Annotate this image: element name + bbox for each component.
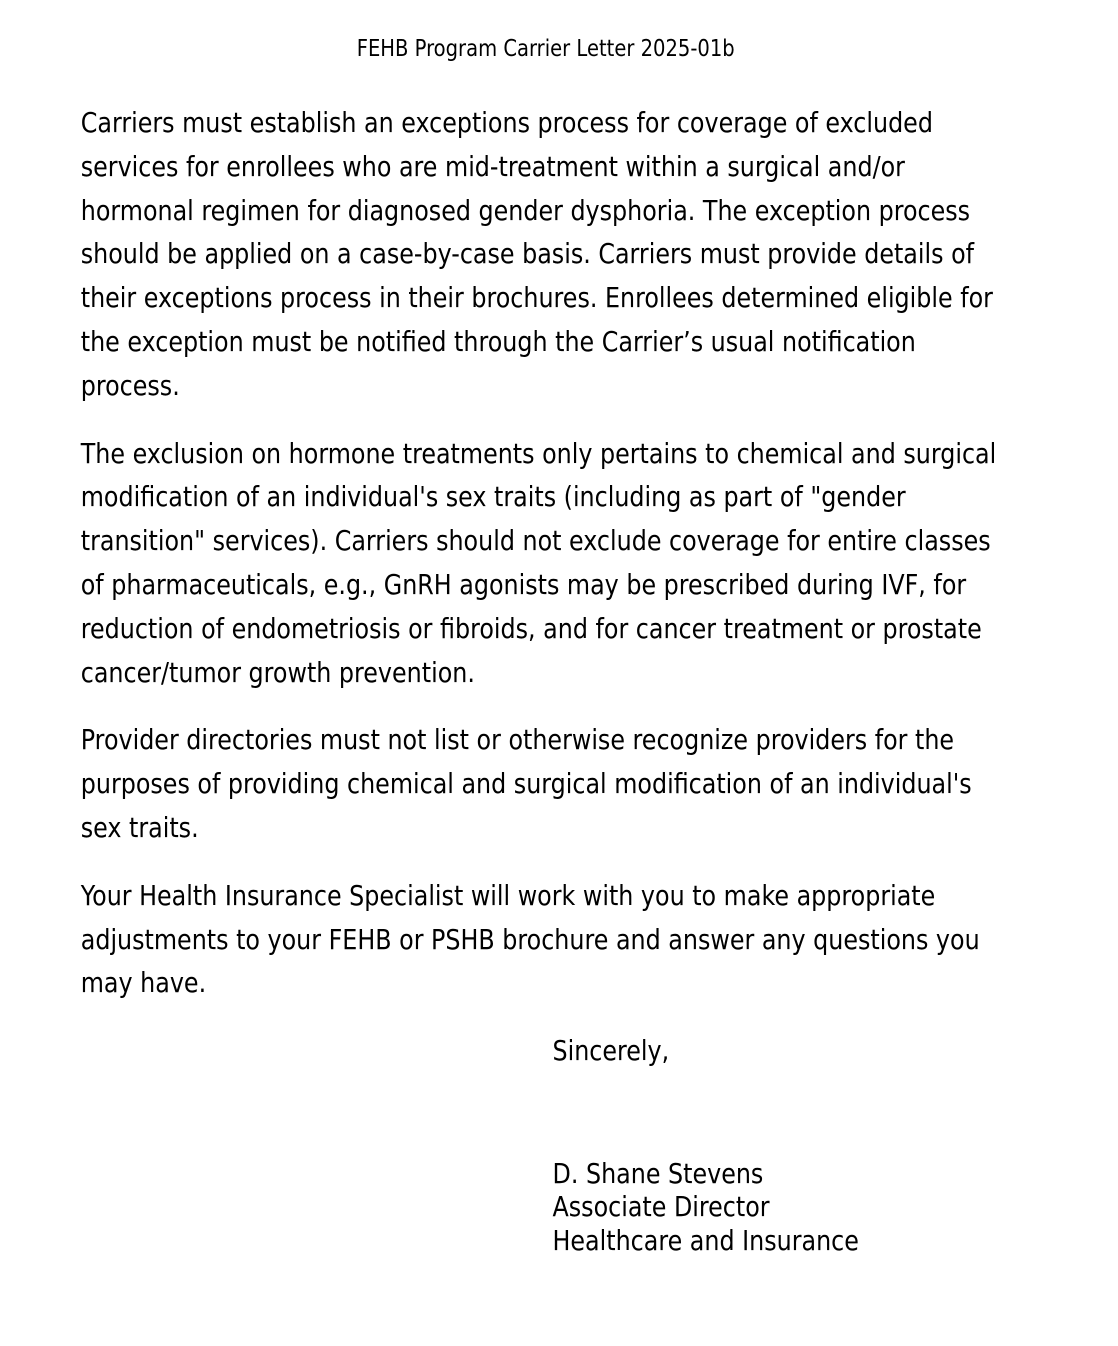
paragraph-line: Provider directories must not list or otherwise recognize providers for the — [80, 723, 955, 757]
paragraph-line: sex traits. — [80, 810, 199, 844]
paragraph-line: should be applied on a case-by-case basis. Carriers must provide details of — [80, 237, 975, 271]
paragraph-line: Carriers must establish an exceptions process for coverage of excluded — [80, 106, 933, 139]
paragraph-line: modification of an individual's sex traits (including as part of "gender — [80, 480, 906, 514]
signature-line: Healthcare and Insurance — [552, 1223, 859, 1257]
paragraph-line: their exceptions process in their brochures. Enrollees determined eligible for — [80, 281, 993, 315]
paragraph-line: adjustments to your FEHB or PSHB brochure and answer any questions you — [80, 922, 980, 956]
paragraph-line: of pharmaceuticals, e.g., GnRH agonists may be prescribed during IVF, for — [80, 567, 967, 601]
closing-block — [553, 1029, 1011, 1257]
letter-content — [0, 34, 1011, 1257]
closing-salutation: Sincerely, — [552, 1034, 670, 1068]
paragraph — [81, 101, 1011, 408]
paragraph-line: the exception must be notified through the Carrier’s usual notification — [80, 324, 916, 358]
paragraph — [81, 432, 1011, 695]
signature-line: D. Shane Stevens — [552, 1156, 764, 1190]
letter-page — [0, 34, 1118, 1346]
paragraph — [81, 718, 1011, 849]
paragraph-line: purposes of providing chemical and surgical modification of an individual's — [80, 767, 972, 801]
letter-body — [81, 101, 1011, 1005]
paragraph-line: reduction of endometriosis or fibroids, and for cancer treatment or prostate — [80, 611, 982, 645]
paragraph-line: may have. — [80, 966, 207, 1000]
paragraph-line: The exclusion on hormone treatments only pertains to chemical and surgical — [80, 436, 997, 470]
signature-line: Associate Director — [552, 1190, 770, 1224]
paragraph-line: process. — [80, 368, 180, 402]
document-title: FEHB Program Carrier Letter 2025-01b — [356, 36, 735, 62]
paragraph-line: hormonal regimen for diagnosed gender dysphoria. The exception process — [80, 193, 971, 227]
paragraph-line: transition" services). Carriers should not exclude coverage for entire classes — [80, 524, 991, 558]
paragraph — [81, 874, 1011, 1005]
paragraph-line: cancer/tumor growth prevention. — [80, 655, 475, 689]
paragraph-line: Your Health Insurance Specialist will work with you to make appropriate — [80, 878, 936, 912]
signature-block — [553, 1157, 1011, 1258]
paragraph-line: services for enrollees who are mid-treatment within a surgical and/or — [80, 149, 905, 183]
